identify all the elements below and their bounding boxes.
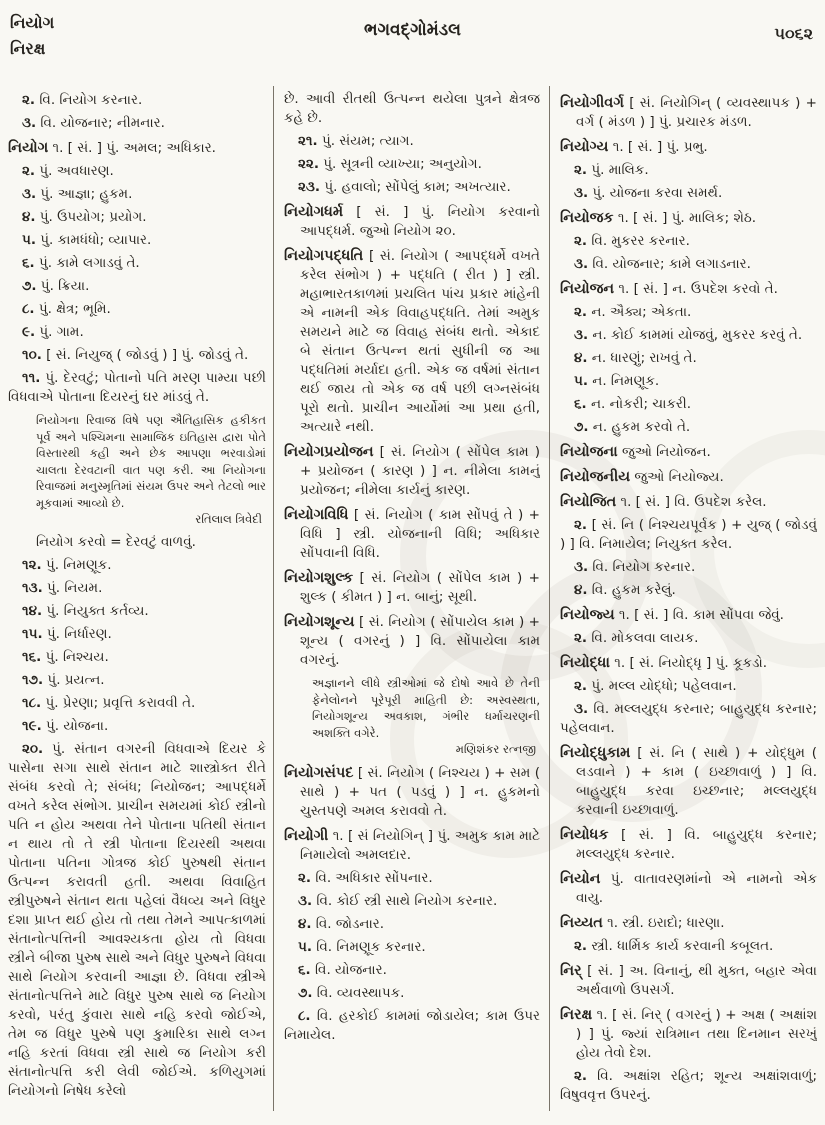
entry-paragraph: નિરક્ષ ૧. [ સં. નિર્ ( વગરનું ) + અક્ષ ( અક્ષાંશ ) ] પું. જ્યાં રાત્રિમાન તથા દિનમાન સરખું હોય તેવો દેશ. — [560, 1007, 817, 1061]
sense-paragraph: ૨. વિ. નિયોગ કરનાર. — [22, 92, 143, 108]
sense-paragraph: ૨. સ્ત્રી. ધાર્મિક કાર્ય કરવાની કબૂલત. — [574, 938, 774, 954]
sense-number: ૧૩. — [22, 579, 43, 596]
entry-paragraph: નિયોગપ્રયોજન [ સં. નિયોગ ( સોંપેલ કામ ) + પ્રયોજન ( કારણ ) ] ન. નીમેલા કામનું પ્રયોજન; નીમેલા કાર્યનું કારણ. — [284, 444, 540, 498]
sense-paragraph: ૩. વિ. કોઈ સ્ત્રી સાથે નિયોગ કરનાર. — [298, 892, 498, 909]
column-divider — [549, 86, 550, 1111]
entry-paragraph: નિયોગ્ય ૧. [ સં. ] પું. પ્રભુ. — [560, 139, 708, 155]
sense-number: ૩. — [574, 185, 589, 201]
sense-paragraph: ૫. વિ. નિમણૂક કરનાર. — [298, 938, 426, 955]
headword: નિયોગસંપદ — [284, 764, 354, 781]
entry-paragraph: નિય્યત ૧. સ્ત્રી. ઇરાદો; ધારણા. — [560, 915, 725, 931]
sense-number: ૩. — [298, 892, 313, 909]
entry-paragraph: નિયોગીવર્ગ [ સં. નિયોગિન્ ( વ્યવસ્થાપક ) + વર્ગ ( મંડળ ) ] પું. પ્રચારક મંડળ. — [560, 95, 817, 130]
quote-paragraph: નિયોગના રિવાજ વિષે પણ ઐતિહાસિક હકીકત પૂર્વ અને પશ્ચિમના સામાજિક ઇતિહાસ દ્વારા પોતે વિસ્તારથી કહી અને છેક આપણા ભરવાડોમાં ચાલતા દેરવટાની વાત પણ કરી. આ નિયોગના રિવાજમાં મનુસ્મૃતિમાં સંયમ ઉપર અને તેટલો ભાર મૂકવામાં આવ્યો છે. રતિલાલ ત્રિવેદી — [36, 413, 266, 526]
headword: નિયોગશૂન્ય — [284, 614, 355, 630]
sense-paragraph: ૫. ન. નિમણૂક. — [574, 373, 660, 389]
sense-number: ૨. — [22, 163, 36, 179]
sense-number: ૭. — [22, 278, 37, 294]
sense-number: ૧૫. — [22, 625, 43, 642]
headword: નિયોજન — [560, 281, 615, 297]
sense-paragraph: ૨. ન. ઐક્ય; એકતા. — [574, 304, 692, 320]
quote-attribution: મણિશંકર રત્નજી — [455, 742, 536, 756]
headword: નિયોગ્ય — [560, 139, 609, 155]
sense-number: ૨૩. — [298, 179, 321, 195]
headword: નિયોદ્ધુકામ — [560, 745, 631, 761]
sense-paragraph: ૪. વિ. હુકમ કરેલું. — [574, 582, 676, 598]
sense-paragraph: ૩. પું. યોજના કરવા સમર્થ. — [574, 185, 723, 201]
sense-number: ૪. — [298, 915, 312, 932]
sense-paragraph: ૨. પું. માલિક. — [574, 162, 649, 178]
sense-paragraph: ૨. વિ. મુકરર કરનાર. — [574, 233, 690, 249]
entry-paragraph: નિયોગશુલ્ક [ સં. નિયોગ ( સોંપેલ કામ ) + શુલ્ક ( કીમત ) ] ન. બાનું; સૂથી. — [284, 570, 540, 605]
sense-paragraph: ૨૦. પું. સંતાન વગરની વિધવાએ દિયર કે પાસેના સગા સાથે સંતાન માટે શાસ્ત્રોક્ત રીતે સંબંધ કરવો તે; સંબંધ; નિયોજન; આપદ્ધર્મે વખતે કરેલ સંભોગ. પ્રાચીન સમયમાં કોઈ સ્ત્રીનો પતિ ન હોય અથવા તેને પોતાના પતિથી સંતાન ન થાય તો તે સ્ત્રી પોતાના દિયરથી અથવા પોતાના પતિના ગોત્રજ કોઈ પુરુષથી સંતાન ઉત્પન્ન કરાવતી હતી. અથવા વિવાહિત સ્ત્રીપુરુષને સંતાન થતા પહેલાં વૈધવ્ય અને વિધુર દશા પ્રાપ્ત થઈ હોય તો તથા તેમને આપત્કાળમાં સંતાનોત્પત્તિની આવશ્યકતા હોય તો વિધવા સ્ત્રીને બીજા પુરુષ સાથે અને વિધુર પુરુષને વિધવા સાથે નિયોગ કરવાની આજ્ઞા છે. વિધવા સ્ત્રીએ સંતાનોત્પત્તિને માટે વિધુર પુરુષ સાથે જ નિયોગ કરવો, પરંતુ કુંવારા સાથે નહિ કરવો જોઈએ, તેમ જ વિધુર પુરુષે પણ કુમારિકા સાથે લગ્ન નહિ કરતાં વિધવા સ્ત્રી સાથે જ નિયોગ કરી સંતાનોત્પત્તિ કરી લેવી જોઈએ. કળિયુગમાં નિયોગનો નિષેધ કરેલો — [8, 740, 266, 1099]
sense-paragraph: ૨. વિ. મોકલવા લાયક. — [574, 630, 699, 646]
page-title: ભગવદ્ગોમંડલ — [364, 20, 461, 40]
sense-paragraph: ૨૧. પું. સંયમ; ત્યાગ. — [298, 133, 414, 149]
sense-paragraph: ૧૩. પું. નિયમ. — [22, 579, 103, 596]
sense-number: ૪. — [22, 209, 36, 225]
sense-number: ૧૨. — [22, 556, 42, 573]
headword: નિયોજ્ય — [560, 607, 615, 623]
sense-number: ૮. — [22, 301, 35, 317]
sense-paragraph: ૨૩. પું. હવાલો; સોંપેલું કામ; અખત્યાર. — [298, 179, 511, 195]
entry-paragraph: નિયોગવિધિ [ સં. નિયોગ ( કામ સોંપવું તે ) + વિધિ ] સ્ત્રી. યોજનાની વિધિ; અધિકાર સોંપવાની વિધિ. — [284, 507, 540, 561]
sense-number: ૨. — [574, 162, 588, 178]
sense-number: ૩. — [574, 256, 589, 272]
headword: નિયોગ — [8, 140, 49, 156]
entry-paragraph: નિયોગધર્મ [ સં. ] પું. નિયોગ કરવાનો આપદ્ધર્મ. જુઓ નિયોગ ૨૦. — [284, 204, 540, 239]
sense-number: ૪. — [574, 582, 588, 598]
text-column-3 — [560, 88, 817, 1115]
text-column-2 — [284, 88, 540, 1115]
headword: નિય્યત — [560, 915, 603, 931]
sense-number: ૪. — [574, 350, 588, 366]
entry-paragraph: નિયોધક [ સં. ] વિ. બાહુયુદ્ધ કરનાર; મલ્લયુદ્ધ કરનાર. — [560, 827, 817, 862]
sense-paragraph: ૩. વિ. યોજનાર; કામે લગાડનાર. — [574, 256, 751, 272]
sense-number: ૨. — [574, 233, 588, 249]
sense-paragraph: ૮. વિ. હરકોઈ કામમાં જોડાયેલ; કામ ઉપર નિમાયેલ. — [284, 1007, 540, 1043]
entry-paragraph: નિયોગી ૧. [ સં નિયોગિન્ ] પું. અમુક કામ માટે નિમાયેલો અમલદાર. — [284, 827, 540, 863]
sense-paragraph: ૬. પું. કામે લગાડવું તે. — [22, 255, 140, 271]
sense-number: ૭. — [298, 984, 313, 1001]
entry-paragraph: નિયોગસંપદ [ સં. નિયોગ ( નિશ્ચય ) + સમ ( સાથે ) + પત ( પડવું ) ] ન. હુકમનો ચુસ્તપણે અમલ કરાવવો તે. — [284, 764, 540, 819]
sense-number: ૨. — [574, 630, 588, 646]
sense-number: ૩. — [22, 115, 37, 131]
sense-paragraph: ૨. પું. અવધારણ. — [22, 163, 114, 179]
sense-number: ૧૯. — [22, 717, 42, 734]
sense-number: ૬. — [298, 961, 311, 978]
sense-paragraph: ૩. વિ. નિયોગ કરનાર. — [574, 559, 696, 575]
sense-number: ૨૦. — [22, 740, 44, 757]
sense-number: ૧૭. — [22, 671, 44, 688]
sense-paragraph: ૧૧. પું. દેરવટું; પોતાનો પતિ મરણ પામ્યા પછી વિધવાએ પોતાના દિયરનું ઘર માંડવું તે. — [8, 370, 266, 405]
sense-paragraph: ૧૦. [ સં. નિયુજ્ ( જોડવું ) ] પું. જોડવું તે. — [22, 347, 249, 363]
sense-paragraph: ૩. વિ. મલ્લયુદ્ધ કરનાર; બાહુયુદ્ધ કરનાર; પહેલવાન. — [560, 701, 817, 736]
sense-paragraph: ૧૪. પું. નિયુક્ત કર્તવ્ય. — [22, 602, 149, 619]
sense-number: ૨૨. — [298, 156, 319, 172]
idiom-paragraph: નિયોગ કરવો = દેરવટું વાળવું. — [36, 533, 196, 550]
sense-number: ૨. — [574, 304, 588, 320]
sense-paragraph: ૬. વિ. યોજનાર. — [298, 961, 387, 978]
sense-paragraph: ૧૮. પું. પ્રેરણા; પ્રવૃત્તિ કરાવવી તે. — [22, 694, 196, 711]
sense-paragraph: ૧૬. પું. નિશ્ચય. — [22, 648, 109, 665]
sense-paragraph: ૫. પું. કામધંધો; વ્યાપાર. — [22, 232, 152, 248]
quote-attribution: રતિલાલ ત્રિવેદી — [195, 512, 262, 526]
headword: નિયોગધર્મ — [284, 204, 344, 220]
headword: નિયોન — [560, 871, 601, 887]
entry-paragraph: નિયોગપદ્ધતિ [ સં. નિયોગ ( આપદ્ધર્મે વખતે કરેલ સંભોગ ) + પદ્ધતિ ( રીત ) ] સ્ત્રી. મહાભારતકાળમાં પ્રચલિત પાંચ પ્રકાર માંહેની એ નામની એક વિવાહપદ્ધતિ. તેમાં અમુક સમયને માટે જ વિવાહ સંબંધ થતો. એકાદ બે સંતાન ઉત્પન્ન થતાં સુધીની જ આ પદ્ધતિમાં મર્યાદા હતી. એક જ વર્ષમાં સંતાન થઈ જાય તો એક જ વર્ષ પછી લગ્નસંબંધ પૂરો થતો. પ્રાચીન આર્યોમાં આ પ્રથા હતી, અત્યારે નથી. — [284, 248, 540, 435]
guide-word-first: નિયોગ — [10, 13, 55, 32]
entry-paragraph: નિયોજક ૧. [ સં. ] પું. માલિક; શેઠ. — [560, 210, 757, 226]
sense-paragraph: ૬. ન. નોકરી; ચાકરી. — [574, 396, 692, 412]
sense-number: ૨. — [574, 678, 588, 694]
headword: નિયોજનીય — [560, 469, 631, 485]
entry-paragraph: નિયોગ ૧. [ સં. ] પું. અમલ; અધિકાર. — [8, 140, 216, 156]
headword: નિયોગપ્રયોજન — [284, 444, 374, 460]
headword: નિર્ — [560, 963, 582, 979]
continuation-paragraph: છે. આવી રીતથી ઉત્પન્ન થયેલા પુત્રને ક્ષેત્રજ કહે છે. — [284, 91, 540, 126]
entry-paragraph: નિયોજ્ય ૧. [ સં. ] વિ. કામ સોંપવા જેવું. — [560, 607, 784, 623]
sense-paragraph: ૭. વિ. વ્યવસ્થાપક. — [298, 984, 405, 1001]
headword: નિયોદ્ધા — [560, 655, 610, 671]
sense-number: ૨. — [22, 92, 36, 108]
sense-number: ૭. — [574, 419, 589, 435]
sense-number: ૬. — [22, 255, 35, 271]
sense-number: ૩. — [574, 701, 589, 717]
sense-number: ૧૬. — [22, 648, 42, 665]
sense-number: ૨. — [298, 869, 312, 886]
sense-number: ૧૧. — [22, 370, 41, 386]
sense-number: ૧૦. — [22, 347, 42, 363]
sense-paragraph: ૩. ન. કોઈ કામમાં યોજવું, મુકરર કરવું તે. — [574, 327, 803, 343]
guide-word-last: નિરક્ષ — [10, 39, 46, 58]
headword: નિયોગવિધિ — [284, 507, 349, 523]
sense-number: ૩. — [574, 559, 589, 575]
sense-number: ૨. — [574, 938, 588, 954]
headword: નિયોધક — [560, 827, 609, 843]
sense-number: ૨૧. — [298, 133, 318, 149]
headword: નિયોજના — [560, 444, 618, 460]
entry-paragraph: નિયોદ્ધા ૧. [ સં. નિયોદ્ધૃ ] પું. કૂકડો. — [560, 655, 768, 671]
sense-paragraph: ૪. પું. ઉપયોગ; પ્રયોગ. — [22, 209, 147, 225]
column-divider — [273, 86, 274, 1111]
sense-paragraph: ૨૨. પું. સૂત્રની વ્યાખ્યા; અનુયોગ. — [298, 156, 482, 172]
sense-number: ૫. — [574, 373, 588, 389]
sense-paragraph: ૧૭. પું. પ્રયત્ન. — [22, 671, 105, 688]
entry-paragraph: નિયોદ્ધુકામ [ સં. નિ ( સાથે ) + યોદ્ધુમ ( લડવાને ) + કામ ( ઇચ્છાવાળું ) ] વિ. બાહુયુદ્ધ કરવા ઇચ્છનાર; મલ્લયુદ્ધ કરવાની ઇચ્છાવાળું. — [560, 745, 817, 818]
sense-number: ૩. — [22, 186, 37, 202]
sense-number: ૬. — [574, 396, 587, 412]
page-number: ૫૦૬૨ — [774, 24, 813, 43]
text-column-1 — [8, 88, 266, 1115]
sense-number: ૨. — [574, 1068, 588, 1084]
headword: નિયોગશુલ્ક — [284, 570, 354, 586]
entry-paragraph: નિયોજિત ૧. [ સં. ] વિ. ઉપદેશ કરેલ. — [560, 494, 767, 510]
sense-number: ૯. — [22, 324, 36, 340]
sense-number: ૮. — [298, 1007, 311, 1024]
entry-paragraph: નિયોગશૂન્ય [ સં. નિયોગ ( સોંપાયેલ કામ ) + શૂન્ય ( વગરનું ) ] વિ. સોંપાયેલા કામ વગરનું. — [284, 614, 540, 668]
entry-paragraph: નિયોજન ૧. [ સં. ] ન. ઉપદેશ કરવો તે. — [560, 281, 778, 297]
headword: નિયોગપદ્ધતિ — [284, 248, 364, 264]
quote-paragraph: અજ્ઞાનને લીધે સ્ત્રીઓમાં જે દોષો આવે છે તેની ફેનેલોનને પૂરેપૂરી માહિતી છે: અસ્વસ્થતા, નિયોગશૂન્ય અવકાશ, ગંભીર ધર્માચરણની અશક્તિ વગેરે. મણિશંકર રત્નજી — [312, 676, 540, 756]
sense-paragraph: ૨. વિ. અક્ષાંશ રહિત; શૂન્ય અક્ષાંશવાળું; વિષુવવૃત્ત ઉપરનું. — [560, 1068, 817, 1103]
sense-paragraph: ૭. પું. ક્રિયા. — [22, 278, 90, 294]
entry-paragraph: નિર્ [ સં. ] અ. વિનાનું, થી મુક્ત, બહાર એવા અર્થવાળો ઉપસર્ગ. — [560, 963, 817, 998]
entry-paragraph: નિયોજના જુઓ નિયોજન. — [560, 444, 711, 460]
sense-paragraph: ૯. પું. ગામ. — [22, 324, 84, 340]
entry-paragraph: નિયોજનીય જુઓ નિયોજ્ય. — [560, 469, 724, 485]
sense-paragraph: ૮. પું. ક્ષેત્ર; ભૂમિ. — [22, 301, 111, 317]
sense-number: ૩. — [574, 327, 589, 343]
headword: નિયોગીવર્ગ — [560, 95, 624, 111]
entry-paragraph: નિયોન પું. વાતાવરણમાંનો એ નામનો એક વાયુ. — [560, 871, 817, 906]
sense-paragraph: ૪. ન. ધારણું; રાખવું તે. — [574, 350, 697, 366]
sense-paragraph: ૪. વિ. જોડનાર. — [298, 915, 385, 932]
sense-paragraph: ૨. પું. મલ્લ યોદ્ધો; પહેલવાન. — [574, 678, 737, 694]
sense-paragraph: ૨. [ સં. નિ ( નિશ્ચયપૂર્વક ) + યુજ્ ( જોડવું ) ] વિ. નિમાયેલ; નિયુક્ત કરેલ. — [560, 517, 817, 552]
sense-number: ૫. — [298, 938, 312, 955]
headword: નિરક્ષ — [560, 1007, 593, 1023]
sense-paragraph: ૧૫. પું. નિર્ધારણ. — [22, 625, 112, 642]
headword: નિયોગી — [284, 827, 329, 844]
sense-number: ૧૪. — [22, 602, 43, 619]
headword: નિયોજક — [560, 210, 614, 226]
sense-number: ૨. — [574, 517, 588, 533]
sense-paragraph: ૧૯. પું. યોજના. — [22, 717, 109, 734]
sense-number: ૧૮. — [22, 694, 42, 711]
sense-number: ૫. — [22, 232, 36, 248]
sense-paragraph: ૨. વિ. અધિકાર સોંપનાર. — [298, 869, 433, 886]
sense-paragraph: ૭. ન. હુકમ કરવો તે. — [574, 419, 691, 435]
sense-paragraph: ૩. પું. આજ્ઞા; હુકમ. — [22, 186, 133, 202]
headword: નિયોજિત — [560, 494, 617, 510]
sense-paragraph: ૩. વિ. યોજનાર; નીમનાર. — [22, 115, 165, 131]
sense-paragraph: ૧૨. પું. નિમણૂક. — [22, 556, 112, 573]
